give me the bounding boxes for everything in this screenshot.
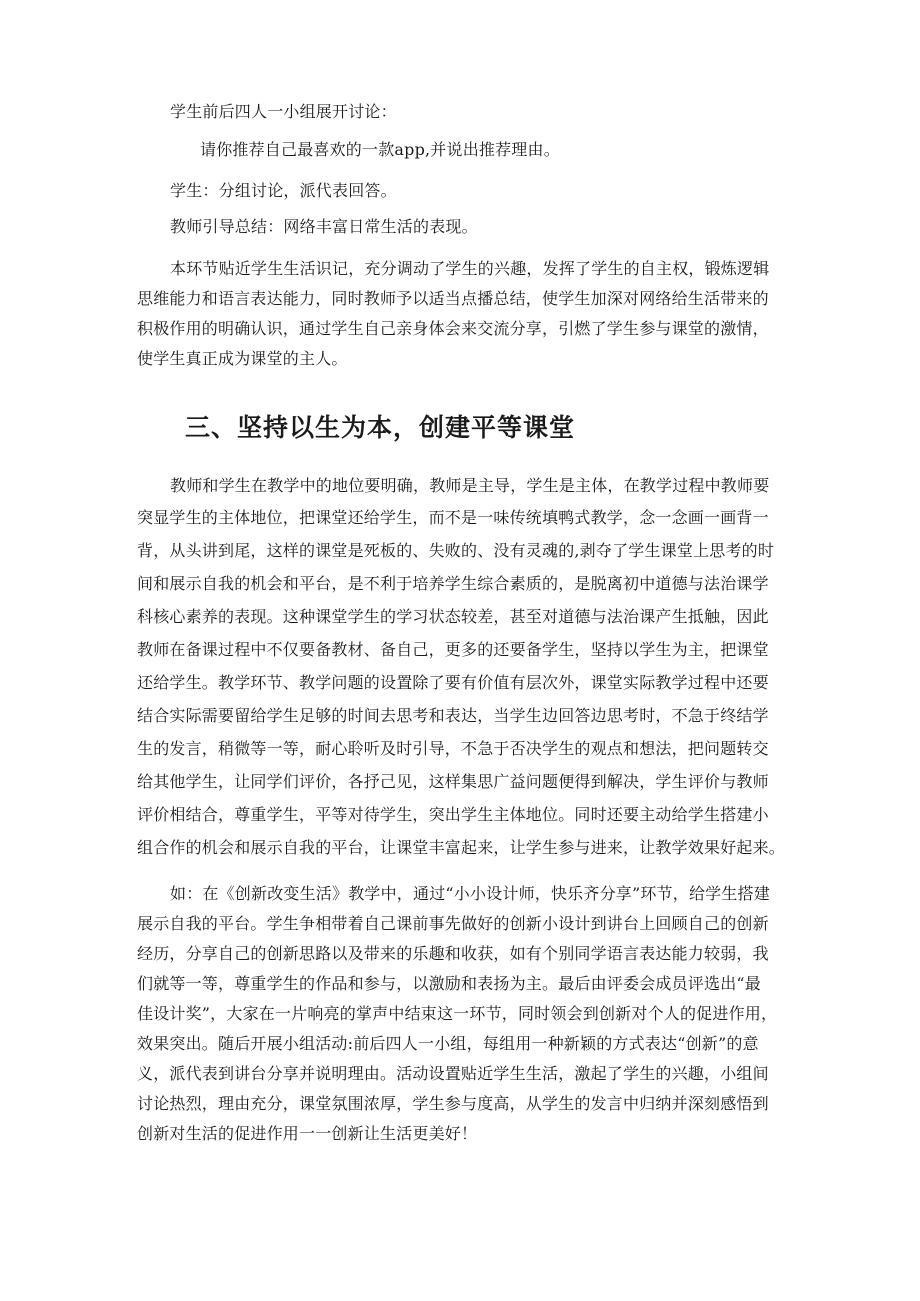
paragraph-line: 使学生真正成为课堂的主人。 — [137, 349, 348, 368]
paragraph-line: 教师在备课过程中不仅要备教材、备自己，更多的还要备学生，坚持以学生为主，把课堂 — [137, 640, 769, 659]
paragraph-line: 间和展示自我的机会和平台，是不利于培养学生综合素质的，是脱离初中道德与法治课学 — [137, 574, 769, 593]
paragraph-line: 给其他学生，让同学们评价，各抒己见，这样集思广益问题便得到解决，学生评价与教师 — [137, 772, 769, 791]
discussion-prompt: 请你推荐自己最喜欢的一款app,并说出推荐理由。 — [200, 140, 560, 159]
paragraph-line: 科核心素养的表现。这种课堂学生的学习状态较差，甚至对道德与法治课产生抵触，因此 — [137, 607, 769, 626]
paragraph-line: 思维能力和语言表达能力，同时教师予以适当点播总结，使学生加深对网络给生活带来的 — [137, 289, 769, 308]
paragraph-line: 组合作的机会和展示自我的平台，让课堂丰富起来，让学生参与进来，让教学效果好起来。 — [137, 838, 786, 857]
paragraph-line: 本环节贴近学生生活识记，充分调动了学生的兴趣，发挥了学生的自主权，锻炼逻辑 — [170, 259, 770, 278]
paragraph-line: 积极作用的明确认识，通过学生自己亲身体会来交流分享，引燃了学生参与课堂的激情， — [137, 319, 769, 338]
paragraph-line: 效果突出。随后开展小组活动:前后四人一小组，每组用一种新颖的方式表达“创新”的意 — [137, 1034, 759, 1053]
student-response: 学生：分组讨论，派代表回答。 — [170, 181, 397, 200]
paragraph-line: 们就等一等，尊重学生的作品和参与，以激励和表扬为主。最后由评委会成员评选出“最 — [137, 974, 761, 993]
paragraph-line: 教师和学生在教学中的地位要明确，教师是主导，学生是主体，在教学过程中教师要 — [170, 476, 770, 495]
paragraph-line: 生的发言，稍微等一等，耐心聆听及时引导，不急于否决学生的观点和想法，把问题转交 — [137, 739, 769, 758]
teacher-summary: 教师引导总结：网络丰富日常生活的表现。 — [170, 217, 478, 236]
paragraph-line: 如：在《创新改变生活》教学中，通过“小小设计师，快乐齐分享”环节，给学生搭建 — [170, 884, 770, 903]
paragraph-line: 讨论热烈，理由充分，课堂氛围浓厚，学生参与度高，从学生的发言中归纳并深刻感悟到 — [137, 1094, 769, 1113]
section-heading: 三、坚持以生为本，创建平等课堂 — [185, 413, 576, 442]
paragraph-line: 佳设计奖”，大家在一片响亮的掌声中结束这一环节，同时领会到创新对个人的促进作用， — [137, 1004, 778, 1023]
paragraph-line: 评价相结合，尊重学生，平等对待学生，突出学生主体地位。同时还要主动给学生搭建小 — [137, 805, 769, 824]
paragraph-line: 还给学生。教学环节、教学问题的设置除了要有价值有层次外，课堂实际教学过程中还要 — [137, 673, 769, 692]
paragraph-line: 突显学生的主体地位，把课堂还给学生，而不是一味传统填鸭式教学，念一念画一画背一 — [137, 508, 769, 527]
paragraph-line: 结合实际需要留给学生足够的时间去思考和表达，当学生边回答边思考时，不急于终结学 — [137, 706, 769, 725]
paragraph-line: 展示自我的平台。学生争相带着自己课前事先做好的创新小设计到讲台上回顾自己的创新 — [137, 914, 769, 933]
paragraph-line: 创新对生活的促进作用一一创新让生活更美好！ — [137, 1124, 478, 1143]
paragraph-line: 经历，分享自己的创新思路以及带来的乐趣和收获，如有个别同学语言表达能力较弱，我 — [137, 944, 769, 963]
paragraph-line: 背，从头讲到尾，这样的课堂是死板的、失败的、没有灵魂的,剥夺了学生课堂上思考的时 — [137, 541, 775, 560]
discussion-instruction: 学生前后四人一小组展开讨论： — [170, 102, 397, 121]
paragraph-line: 义，派代表到讲台分享并说明理由。活动设置贴近学生生活，激起了学生的兴趣，小组间 — [137, 1064, 769, 1083]
